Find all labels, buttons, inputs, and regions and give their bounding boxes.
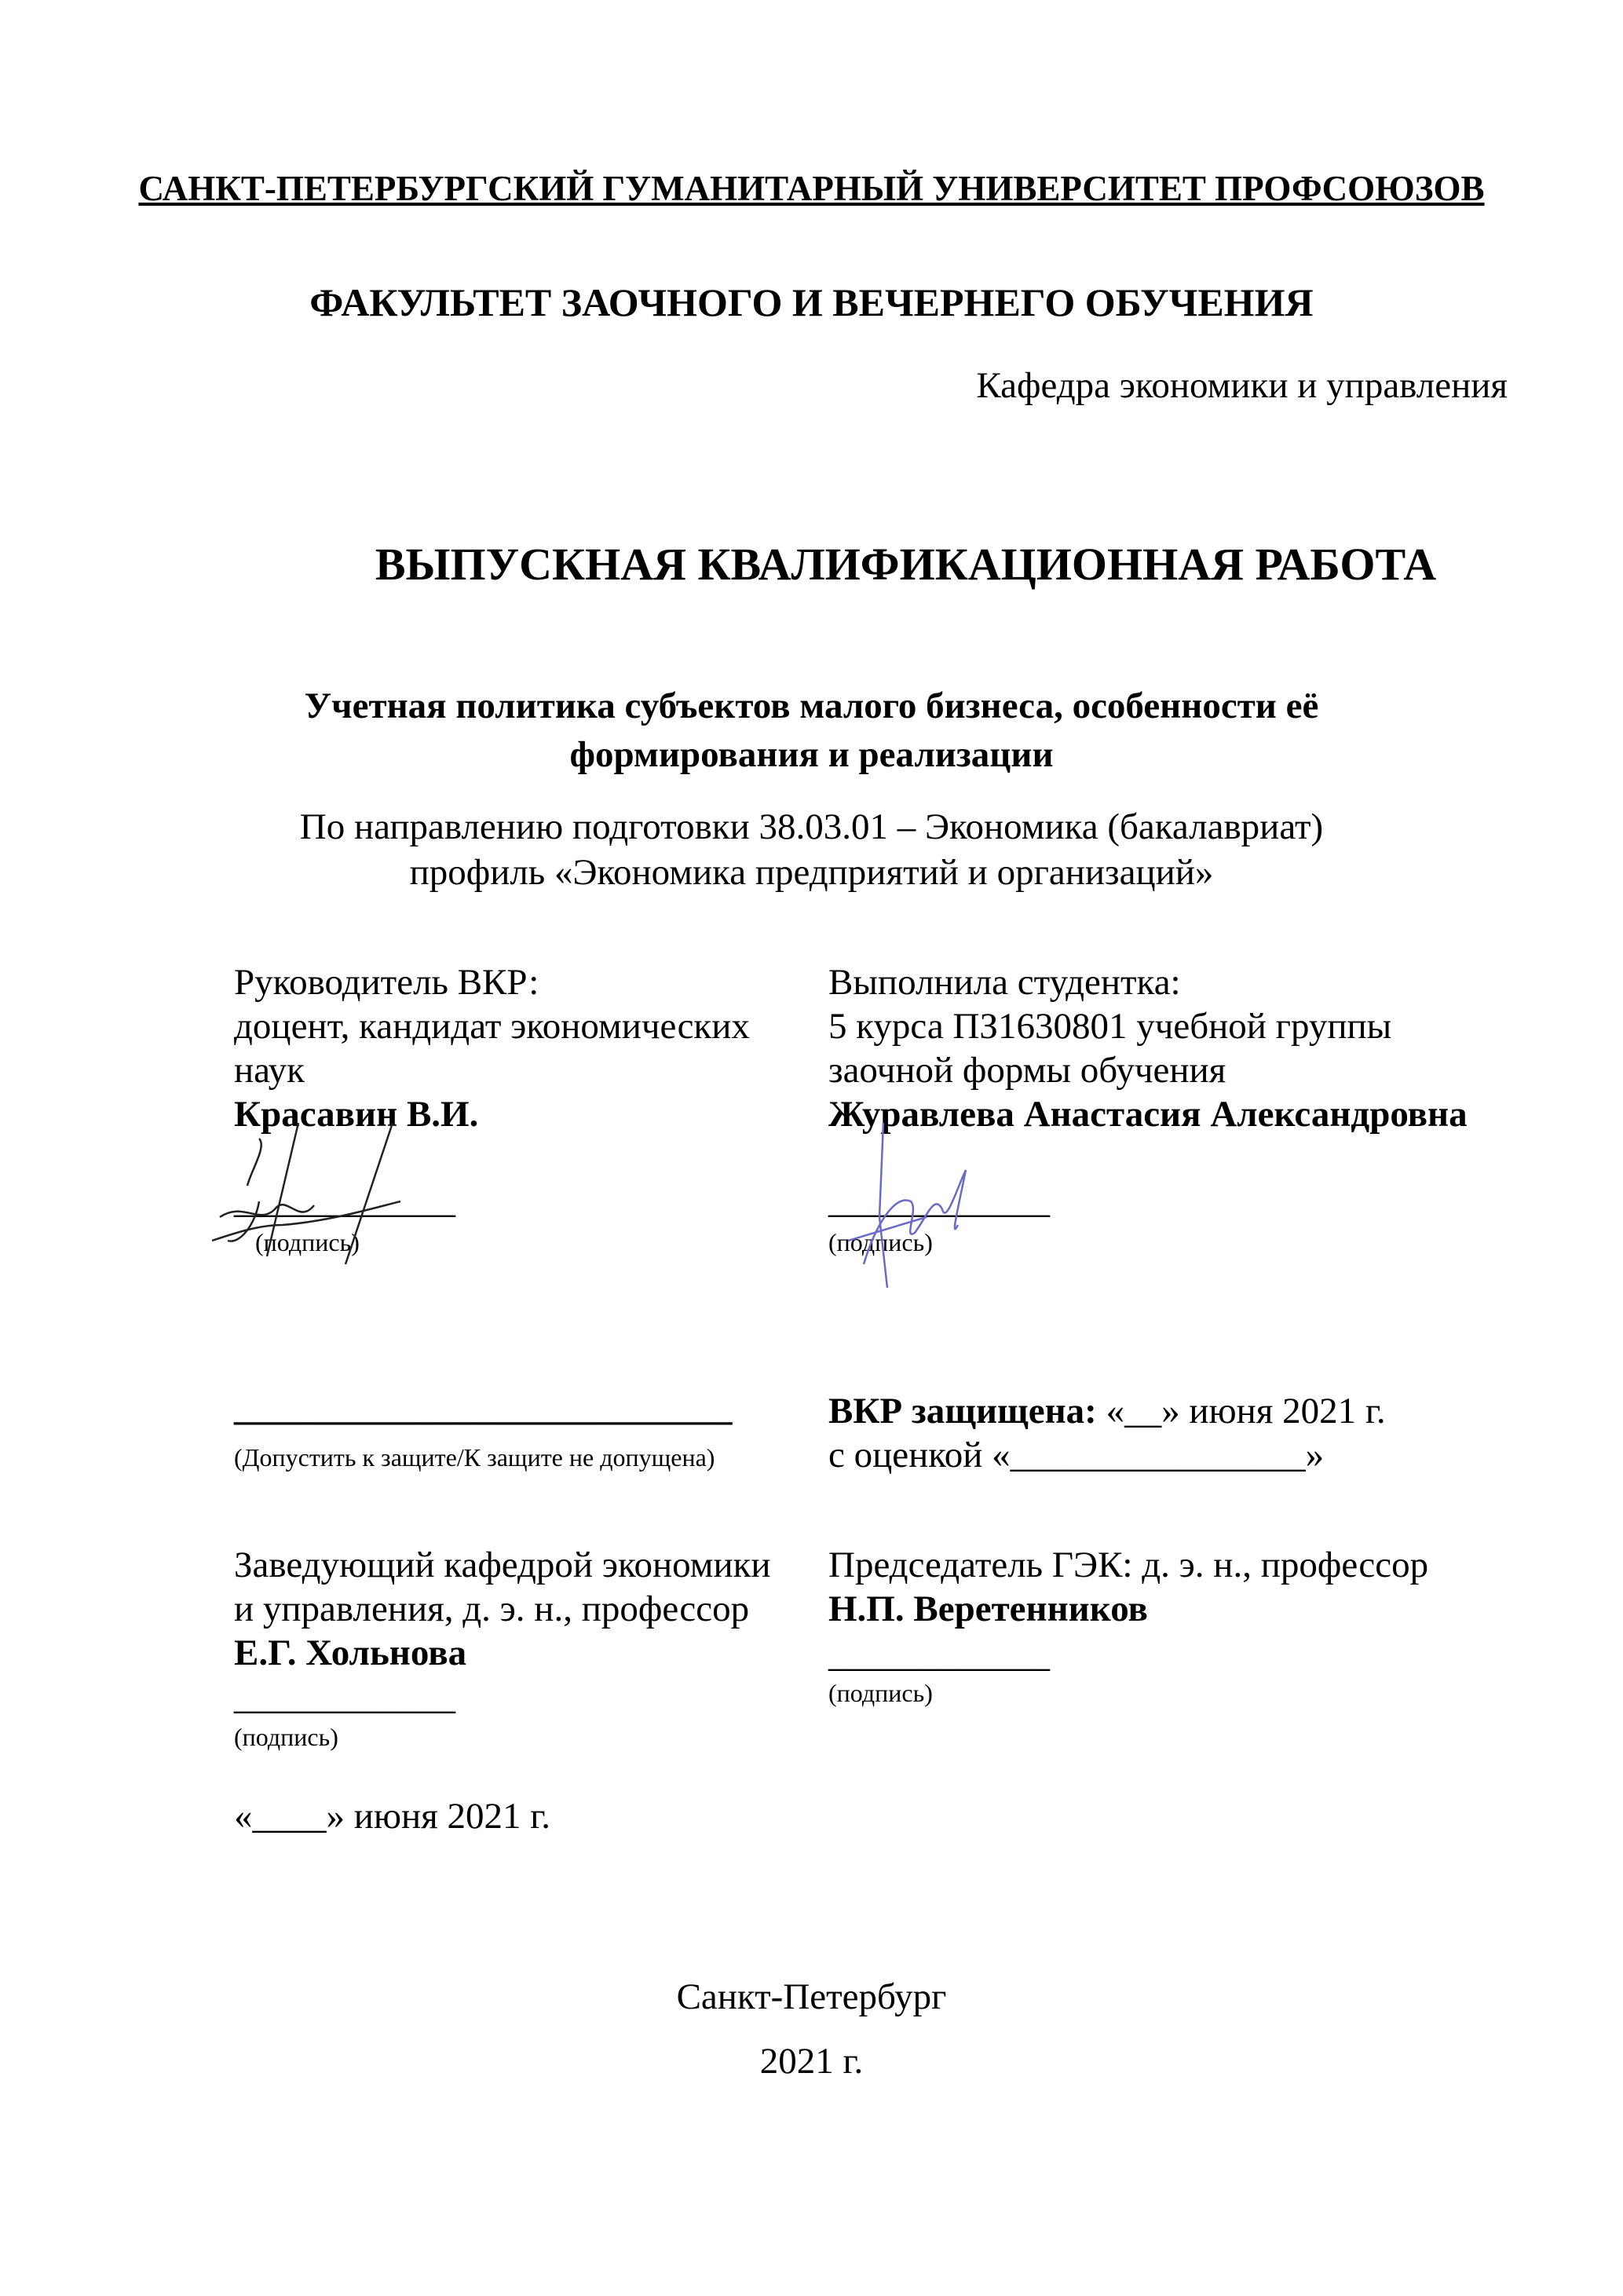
supervisor-signature-caption: (подпись): [255, 1228, 360, 1256]
department-name: Кафедра экономики и управления: [976, 365, 1508, 406]
work-title-line2: формирования и реализации: [569, 734, 1054, 775]
head-line1: Заведующий кафедрой экономики: [234, 1545, 771, 1585]
student-signature-line: ____________: [828, 1180, 1050, 1221]
footer-city: Санкт-Петербург: [676, 1976, 947, 2017]
student-label: Выполнила студентка:: [828, 962, 1181, 1003]
work-type: ВЫПУСКНАЯ КВАЛИФИКАЦИОННАЯ РАБОТА: [375, 539, 1437, 590]
defense-grade: с оценкой «________________»: [828, 1435, 1325, 1475]
admission-caption: (Допустить к защите/К защите не допущена): [234, 1443, 715, 1472]
chair-signature-line: ____________: [828, 1634, 1050, 1675]
defense-date: «__» июня 2021 г.: [1096, 1391, 1386, 1431]
faculty-name: ФАКУЛЬТЕТ ЗАОЧНОГО И ВЕЧЕРНЕГО ОБУЧЕНИЯ: [309, 280, 1314, 324]
supervisor-title-line1: доцент, кандидат экономических: [234, 1006, 750, 1047]
footer-year: 2021 г.: [759, 2041, 864, 2082]
date-line: «____» июня 2021 г.: [234, 1796, 551, 1837]
head-name: Е.Г. Хольнова: [234, 1632, 467, 1673]
chair-line1: Председатель ГЭК: д. э. н., профессор: [828, 1545, 1429, 1585]
supervisor-signature: [212, 1115, 463, 1272]
head-line2: и управления, д. э. н., профессор: [234, 1589, 750, 1629]
supervisor-signature-line: ____________: [234, 1180, 455, 1221]
defense-label: ВКР защищена:: [828, 1391, 1097, 1431]
direction-line1: По направлению подготовки 38.03.01 – Экономика (бакалавриат): [299, 806, 1324, 847]
admission-line: ___________________________: [234, 1387, 733, 1428]
chair-name: Н.П. Веретенников: [828, 1589, 1148, 1629]
direction-line2: профиль «Экономика предприятий и организаций»: [409, 852, 1214, 893]
supervisor-label: Руководитель ВКР:: [234, 962, 539, 1003]
student-signature: [848, 1123, 1036, 1296]
head-signature-line: ____________: [234, 1676, 455, 1717]
student-line1: 5 курса ПЗ1630801 учебной группы: [828, 1006, 1392, 1047]
student-line2: заочной формы обучения: [828, 1050, 1226, 1091]
supervisor-name: Красавин В.И.: [234, 1094, 479, 1135]
work-title-line1: Учетная политика субъектов малого бизнеса, особенности её: [304, 686, 1319, 726]
supervisor-title-line2: наук: [234, 1050, 305, 1091]
student-name: Журавлева Анастасия Александровна: [828, 1094, 1468, 1135]
student-signature-caption: (подпись): [828, 1228, 933, 1256]
defense-status: [828, 1393, 1386, 1430]
chair-signature-caption: (подпись): [828, 1679, 933, 1707]
head-signature-caption: (подпись): [234, 1723, 338, 1751]
university-name: САНКТ-ПЕТЕРБУРГСКИЙ ГУМАНИТАРНЫЙ УНИВЕРСИТЕТ ПРОФСОЮЗОВ: [138, 169, 1485, 208]
